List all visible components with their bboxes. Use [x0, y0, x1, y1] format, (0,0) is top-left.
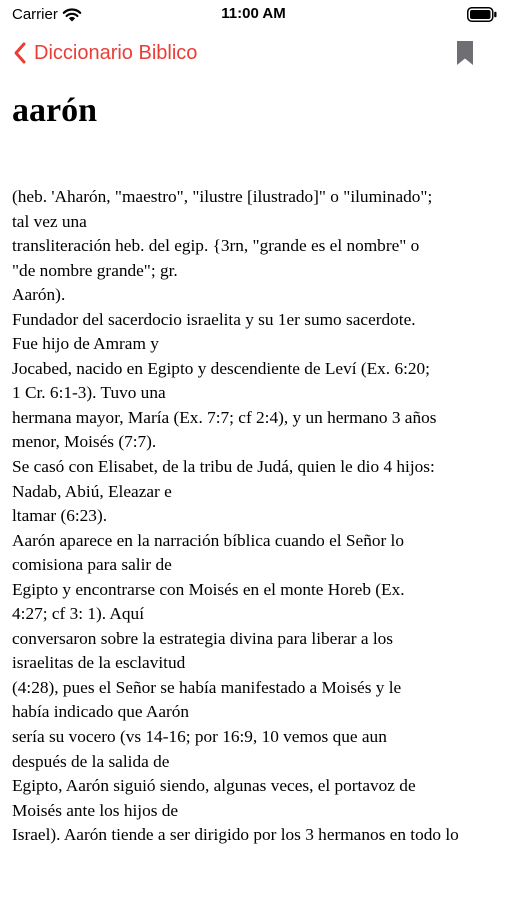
definition-line: menor, Moisés (7:7).: [12, 432, 157, 452]
definition-line: Egipto y encontrarse con Moisés en el monte Horeb (Ex.: [12, 579, 405, 599]
definition-line: Aarón).: [12, 285, 66, 305]
definition-line: 1 Cr. 6:1-3). Tuvo una: [12, 383, 166, 403]
definition-line: Israel). Aarón tiende a ser dirigido por los 3 hermanos en todo lo: [12, 825, 459, 845]
definition-line: transliteración heb. del egip. {3rn, "grande es el nombre" o: [12, 236, 420, 256]
definition-line: hermana mayor, María (Ex. 7:7; cf 2:4), y un hermano 3 años: [12, 407, 437, 427]
battery-icon: [467, 7, 497, 22]
back-button-label: Diccionario Biblico: [34, 41, 198, 64]
definition-line: ltamar (6:23).: [12, 506, 108, 526]
definition-line: (4:28), pues el Señor se había manifestado a Moisés y le: [12, 677, 402, 697]
bookmark-icon[interactable]: [455, 40, 475, 66]
definition-line: (heb. 'Aharón, "maestro", "ilustre [ilustrado]" o "iluminado";: [12, 187, 433, 206]
chevron-left-icon: [12, 41, 28, 65]
definition-line: tal vez una: [12, 211, 87, 231]
definition-line: Fundador del sacerdocio israelita y su 1er sumo sacerdote.: [12, 309, 416, 329]
entry-title: aarón: [12, 92, 97, 129]
definition-line: israelitas de la esclavitud: [12, 653, 186, 673]
entry-definition: [12, 185, 492, 845]
definition-line: después de la salida de: [12, 751, 170, 771]
status-bar: [0, 0, 507, 30]
definition-line: Egipto, Aarón siguió siendo, algunas veces, el portavoz de: [12, 776, 416, 796]
definition-line: Nadab, Abiú, Eleazar e: [12, 481, 172, 501]
carrier-label: Carrier: [12, 6, 58, 23]
clock-time: 11:00 AM: [221, 5, 286, 22]
definition-line: Jocabed, nacido en Egipto y descendiente de Leví (Ex. 6:20;: [12, 358, 430, 378]
definition-line: Se casó con Elisabet, de la tribu de Judá, quien le dio 4 hijos:: [12, 457, 435, 477]
navigation-bar: [0, 30, 507, 76]
definition-line: 4:27; cf 3: 1). Aquí: [12, 604, 144, 624]
definition-line: sería su vocero (vs 14-16; por 16:9, 10 vemos que aun: [12, 727, 387, 747]
back-button[interactable]: [12, 36, 197, 70]
definition-line: "de nombre grande"; gr.: [12, 260, 178, 280]
definition-line: Aarón aparece en la narración bíblica cuando el Señor lo: [12, 530, 405, 550]
definition-line: Fue hijo de Amram y: [12, 334, 159, 354]
definition-line: había indicado que Aarón: [12, 702, 190, 722]
definition-line: conversaron sobre la estrategia divina para liberar a los: [12, 628, 393, 648]
definition-line: Moisés ante los hijos de: [12, 800, 179, 820]
definition-line: comisiona para salir de: [12, 555, 172, 575]
